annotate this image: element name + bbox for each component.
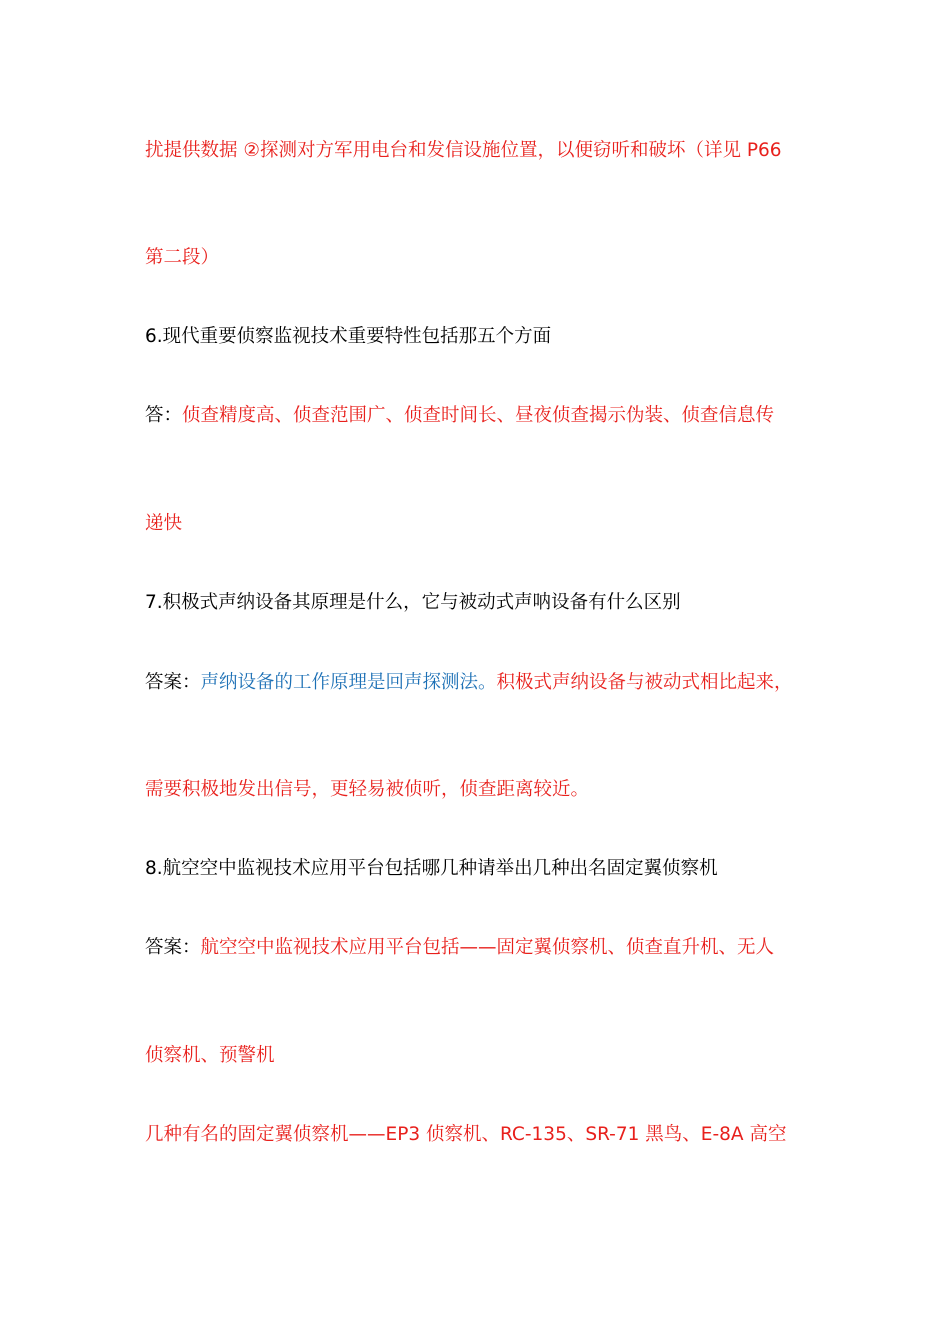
- answer-text: 第二段）: [145, 247, 220, 268]
- answer-text: 侦察机、预警机: [145, 1045, 275, 1066]
- answer-prefix: 答案：: [145, 937, 201, 958]
- answer-8-line-2: [145, 1043, 275, 1069]
- answer-text-highlight: 声纳设备的工作原理是回声探测法。: [200, 672, 497, 693]
- answer-text: 扰提供数据 ②探测对方军用电台和发信设施位置，以便窃听和破坏（详见 P66: [145, 140, 782, 161]
- answer-prefix: 答：: [145, 405, 183, 426]
- answer-6-line-2: [145, 511, 182, 537]
- answer-8-line-1: [145, 935, 774, 961]
- answer-line-continuation-2: [145, 245, 219, 271]
- answer-6-line-1: [145, 403, 774, 429]
- answer-prefix: 答案：: [145, 672, 201, 693]
- answer-line-continuation-1: [145, 138, 782, 164]
- answer-text: 侦查精度高、侦查范围广、侦查时间长、昼夜侦查揭示伪装、侦查信息传: [182, 405, 775, 426]
- question-text: 6.现代重要侦察监视技术重要特性包括那五个方面: [145, 326, 552, 347]
- question-text: 7.积极式声纳设备其原理是什么，它与被动式声呐设备有什么区别: [145, 592, 681, 613]
- answer-7-line-2: [145, 777, 589, 803]
- question-8: [145, 856, 718, 882]
- answer-7-line-1: [145, 670, 793, 696]
- question-text: 8.航空空中监视技术应用平台包括哪几种请举出几种出名固定翼侦察机: [145, 858, 718, 879]
- answer-text: 积极式声纳设备与被动式相比起来，: [496, 672, 793, 693]
- answer-text: 航空空中监视技术应用平台包括——固定翼侦察机、侦查直升机、无人: [200, 937, 775, 958]
- answer-text: 递快: [145, 513, 183, 534]
- answer-text: 几种有名的固定翼侦察机——EP3 侦察机、RC-135、SR-71 黑鸟、E-8A 高空: [145, 1124, 787, 1145]
- answer-text: 需要积极地发出信号，更轻易被侦听，侦查距离较近。: [145, 779, 590, 800]
- answer-8-line-3: [145, 1122, 786, 1148]
- question-6: [145, 324, 551, 350]
- question-7: [145, 590, 681, 616]
